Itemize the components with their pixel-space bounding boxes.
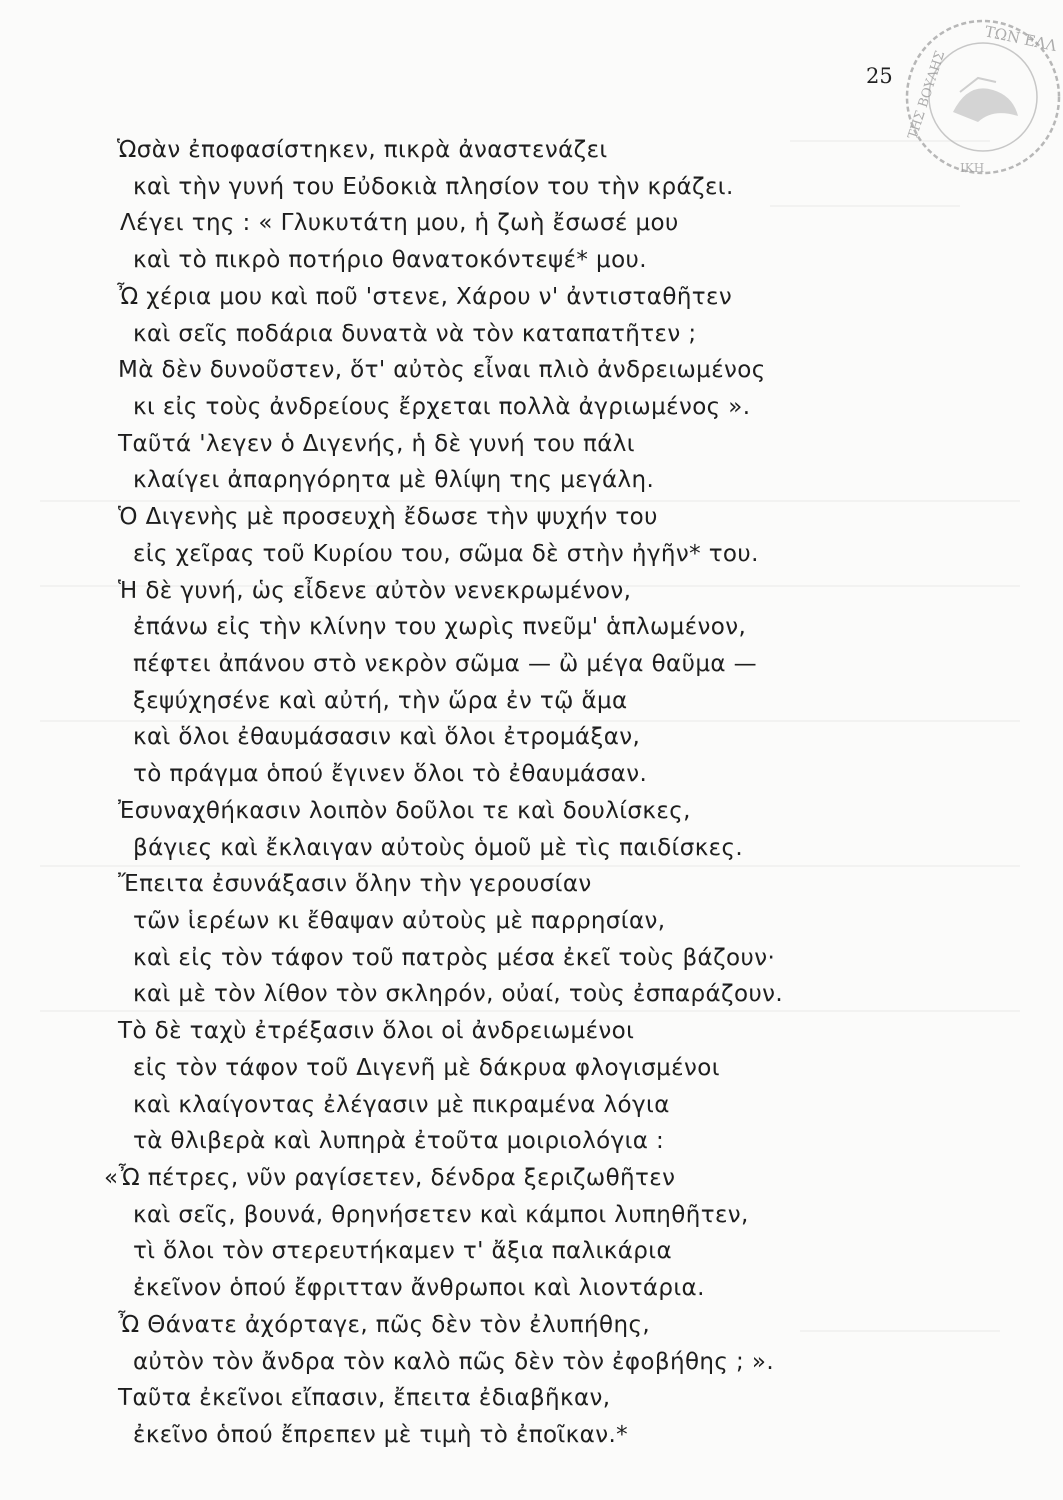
poem-line: Ταῦτά 'λεγεν ὁ Διγενής, ἡ δὲ γυνή του πάλι [118, 431, 635, 457]
poem-line: καὶ σεῖς ποδάρια δυνατὰ νὰ τὸν καταπατῆτεν ; [133, 321, 697, 347]
poem-line: Ἡ δὲ γυνή, ὡς εἶδενε αὐτὸν νενεκρωμένον, [118, 578, 632, 604]
poem-line: Ὦ χέρια μου καὶ ποῦ 'στενε, Χάρου ν' ἀντισταθῆτεν [117, 284, 733, 310]
poem-line: Ταῦτα ἐκεῖνοι εἴπασιν, ἔπειτα ἐδιαβῆκαν, [118, 1385, 611, 1411]
poem-line: αὐτὸν τὸν ἄνδρα τὸν καλὸ πῶς δὲν τὸν ἐφοβήθης ; ». [133, 1349, 775, 1375]
stamp-text-top: ΤΩΝ ΕΛΛ [983, 22, 1059, 56]
poem-line: «Ὦ πέτρες, νῦν ραγίσετεν, δένδρα ξεριζωθῆτεν [104, 1165, 676, 1191]
poem-line: τῶν ἱερέων κι ἔθαψαν αὐτοὺς μὲ παρρησίαν, [133, 908, 666, 934]
poem-line: Μὰ δὲν δυνοῦστεν, ὅτ' αὐτὸς εἶναι πλιὸ ἀνδρειωμένος [118, 357, 766, 383]
poem-line: Ἔπειτα ἐσυνάξασιν ὅλην τὴν γερουσίαν [118, 871, 592, 897]
poem-line: Τὸ δὲ ταχὺ ἐτρέξασιν ὅλοι οἱ ἀνδρειωμένοι [118, 1018, 635, 1044]
poem-line: εἰς χεῖρας τοῦ Κυρίου του, σῶμα δὲ στὴν ἠγῆν* του. [133, 541, 759, 567]
poem-line: καὶ σεῖς, βουνά, θρηνήσετεν καὶ κάμποι λυπηθῆτεν, [133, 1202, 749, 1228]
poem-line: Λέγει της : « Γλυκυτάτη μου, ἡ ζωὴ ἔσωσέ μου [120, 210, 679, 236]
poem-line: καὶ ὅλοι ἐθαυμάσασιν καὶ ὅλοι ἐτρομάξαν, [133, 724, 641, 750]
poem-line: Ὡσὰν ἐποφασίστηκεν, πικρὰ ἀναστενάζει [117, 137, 608, 163]
poem-line: τὶ ὅλοι τὸν στερευτήκαμεν τ' ἄξια παλικάρια [133, 1238, 673, 1264]
poem-line: καὶ κλαίγοντας ἐλέγασιν μὲ πικραμένα λόγια [133, 1092, 670, 1118]
poem-line: βάγιες καὶ ἔκλαιγαν αὐτοὺς ὁμοῦ μὲ τὶς παιδίσκες. [133, 835, 744, 861]
poem-line: ξεψύχησένε καὶ αὐτή, τὴν ὥρα ἐν τῷ ἅμα [133, 688, 628, 714]
poem-line: Ὦ Θάνατε ἀχόρταγε, πῶς δὲν τὸν ἐλυπήθης, [118, 1312, 651, 1338]
poem-line: εἰς τὸν τάφον τοῦ Διγενῆ μὲ δάκρυα φλογισμένοι [133, 1055, 720, 1081]
poem-line: ἐπάνω εἰς τὴν κλίνην του χωρὶς πνεῦμ' ἁπλωμένον, [133, 614, 747, 640]
poem-line: τὸ πράγμα ὁπού ἔγινεν ὅλοι τὸ ἐθαυμάσαν. [133, 761, 648, 787]
poem-line: κι εἰς τοὺς ἀνδρείους ἔρχεται πολλὰ ἀγριωμένος ». [133, 394, 751, 420]
seal-stamp-icon [898, 12, 1063, 182]
page-number: 25 [866, 64, 893, 88]
poem-line: Ὁ Διγενὴς μὲ προσευχὴ ἔδωσε τὴν ψυχήν του [118, 504, 658, 530]
poem-line: Ἐσυναχθήκασιν λοιπὸν δοῦλοι τε καὶ δουλίσκες, [118, 798, 691, 824]
poem-line: ἐκεῖνο ὁπού ἔπρεπεν μὲ τιμὴ τὸ ἐποῖκαν.* [133, 1422, 629, 1448]
poem-line: ἐκεῖνον ὁπού ἔφριτταν ἄνθρωποι καὶ λιοντάρια. [133, 1275, 705, 1301]
poem-line: καὶ μὲ τὸν λίθον τὸν σκληρόν, οὐαί, τοὺς ἐσπαράζουν. [133, 981, 784, 1007]
poem-line: τὰ θλιβερὰ καὶ λυπηρὰ ἐτοῦτα μοιριολόγια : [133, 1128, 665, 1154]
stamp-text-left: ΤΗΣ ΒΟΥΛΗΣ [905, 49, 949, 142]
poem-line: καὶ τὴν γυνή του Εὐδοκιὰ πλησίον του τὴν κράζει. [133, 174, 734, 200]
poem-line: πέφτει ἀπάνου στὸ νεκρὸν σῶμα — ὢ μέγα θαῦμα — [133, 651, 758, 677]
stamp-text-bottom: ΙΚΗ [960, 161, 985, 175]
poem-line: καὶ εἰς τὸν τάφον τοῦ πατρὸς μέσα ἐκεῖ τοὺς βάζουν· [133, 945, 776, 971]
poem-line: κλαίγει ἀπαρηγόρητα μὲ θλίψη της μεγάλη. [133, 467, 655, 493]
poem-line: καὶ τὸ πικρὸ ποτήριο θανατοκόντεψέ* μου. [133, 247, 647, 273]
